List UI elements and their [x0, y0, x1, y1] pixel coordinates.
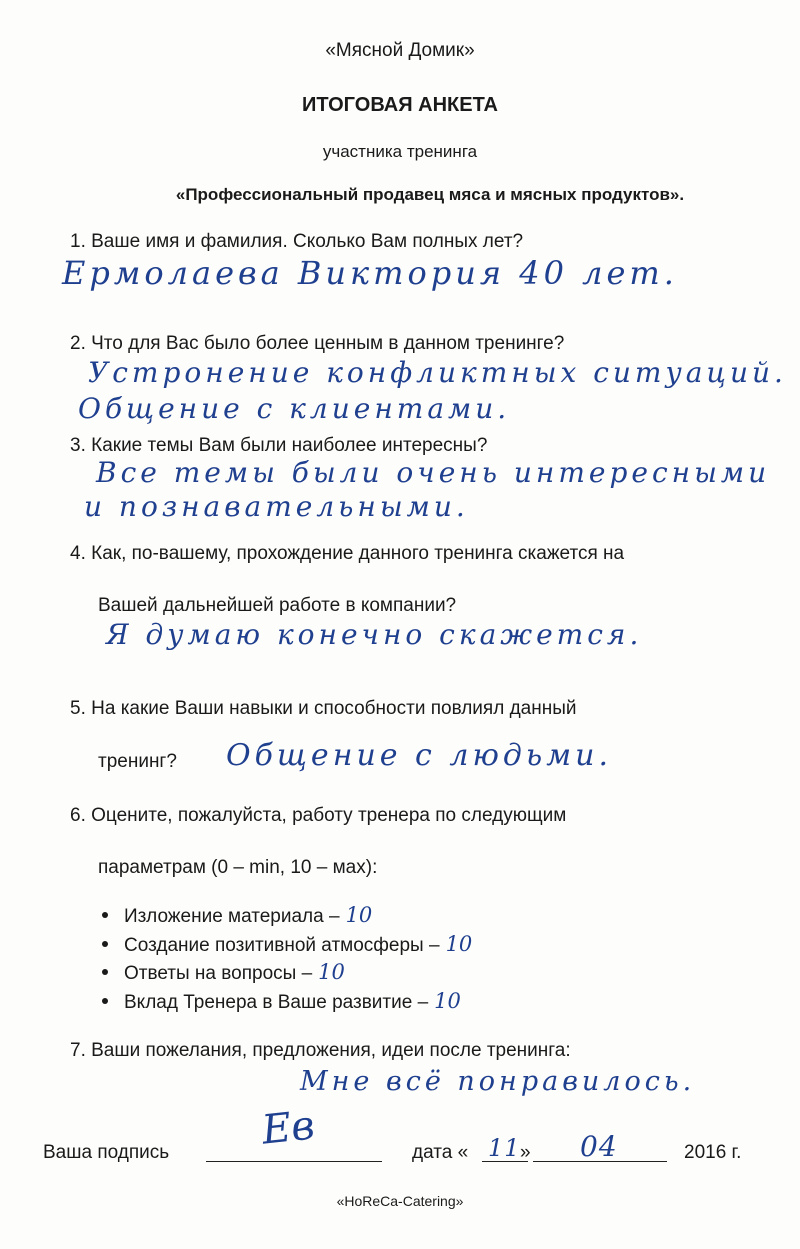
- document-title: ИТОГОВАЯ АНКЕТА: [302, 94, 498, 116]
- question-7: 7. Ваши пожелания, предложения, идеи после тренинга:: [70, 1040, 571, 1061]
- question-4-line-2: Вашей дальнейшей работе в компании?: [98, 595, 457, 616]
- rating-item: [96, 932, 472, 961]
- training-name: «Профессиональный продавец мяса и мясных продуктов».: [175, 185, 685, 204]
- answer-5: Общение с людьми.: [226, 738, 612, 773]
- answer-7: Мне всё понравилось.: [300, 1066, 696, 1097]
- answer-3-line-1: Все темы были очень интересными: [96, 456, 771, 489]
- rating-list: [96, 903, 472, 1017]
- signature-label: Ваша подпись: [43, 1142, 170, 1163]
- company-name: «Мясной Домик»: [325, 40, 475, 61]
- question-6-line-1: 6. Оцените, пожалуйста, работу тренера по следующим: [70, 805, 567, 826]
- date-year: 2016 г.: [684, 1142, 742, 1163]
- date-month: 04: [580, 1130, 618, 1163]
- rating-item: [96, 989, 472, 1018]
- date-label: дата «: [412, 1142, 469, 1163]
- date-day-close: »: [520, 1142, 531, 1163]
- answer-2-line-1: Устронение конфликтных ситуаций.: [88, 356, 787, 389]
- question-6-line-2: параметрам (0 – min, 10 – мах):: [98, 857, 378, 878]
- signature: Ев: [259, 1102, 317, 1154]
- document-subtitle: участника тренинга: [322, 142, 478, 161]
- rating-item: [96, 960, 472, 989]
- date-day: 11: [488, 1134, 521, 1162]
- rating-label: Создание позитивной атмосферы –: [124, 934, 440, 956]
- question-1: 1. Ваше имя и фамилия. Сколько Вам полных лет?: [70, 231, 524, 252]
- rating-label: Изложение материала –: [124, 906, 340, 927]
- question-3: 3. Какие темы Вам были наиболее интересны?: [70, 435, 488, 456]
- answer-2-line-2: Общение с клиентами.: [78, 392, 511, 425]
- question-2: 2. Что для Вас было более ценным в данном тренинге?: [70, 333, 565, 354]
- rating-score: 10: [345, 903, 373, 927]
- answer-4: Я думаю конечно скажется.: [106, 618, 643, 651]
- answer-3-line-2: и познавательными.: [84, 490, 469, 523]
- signature-line: [206, 1161, 382, 1162]
- question-5-line-1: 5. На какие Ваши навыки и способности повлиял данный: [70, 698, 577, 719]
- brand-footer: «HoReCa-Catering»: [336, 1193, 464, 1209]
- question-4-line-1: 4. Как, по-вашему, прохождение данного тренинга скажется на: [70, 543, 625, 564]
- rating-item: [96, 903, 472, 932]
- rating-label: Вклад Тренера в Ваше развитие –: [124, 991, 429, 1013]
- rating-score: 10: [434, 988, 461, 1013]
- rating-score: 10: [318, 960, 345, 984]
- rating-label: Ответы на вопросы –: [124, 963, 313, 984]
- question-5-line-2: тренинг?: [98, 751, 177, 772]
- answer-1: Ермолаева Виктория 40 лет.: [62, 254, 678, 292]
- rating-score: 10: [445, 931, 473, 956]
